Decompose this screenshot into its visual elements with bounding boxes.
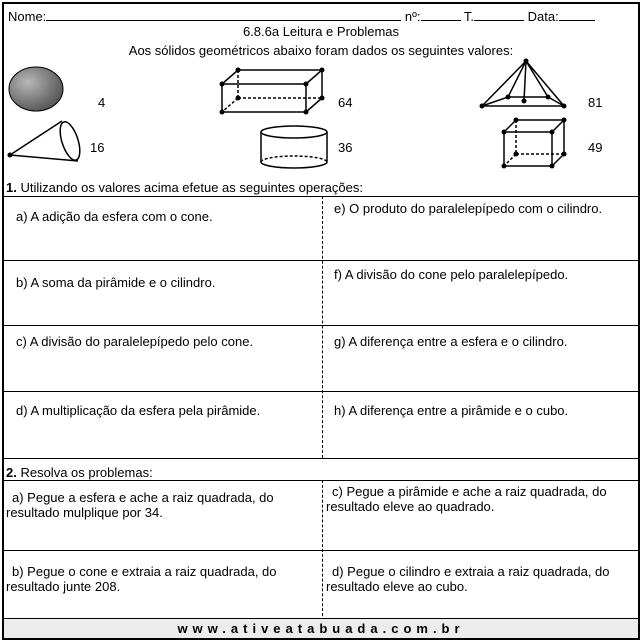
section1-heading [6,180,363,195]
column-divider [322,196,323,458]
question-1e: e) O produto do paralelepípedo com o cilindro. [334,201,603,216]
worksheet [2,2,640,640]
section1-text: Utilizando os valores acima efetue as seguintes operações: [16,180,363,195]
cylinder-figure [258,124,333,172]
section2-number: 2. [6,465,17,480]
section2-heading [6,465,153,480]
cylinder-value: 36 [338,140,353,155]
pyramid-figure [478,59,593,114]
class-label: T. [463,9,475,24]
problem-2a: a) Pegue a esfera e ache a raiz quadrada, do resultado mulplique por 34. [6,490,274,520]
problem-2d: d) Pegue o cilindro e extraia a raiz quadrada, do resultado eleve ao cubo. [326,564,610,594]
question-1b: b) A soma da pirâmide e o cilindro. [16,275,216,290]
problem-2b: b) Pegue o cone e extraia a raiz quadrada, do resultado junte 208. [6,564,277,594]
date-label: Data: [527,9,559,24]
date-field[interactable] [559,8,595,21]
cube-value: 49 [588,140,603,155]
name-label: Nome: [8,9,47,24]
divider-line [4,391,638,392]
parallelepiped-figure [218,66,328,116]
divider-line [4,550,638,551]
cone-value: 16 [90,140,105,155]
divider-line [4,196,638,197]
question-1g: g) A diferença entre a esfera e o cilindro. [334,334,568,349]
section2-text: Resolva os problemas: [16,465,153,480]
question-1c: c) A divisão do paralelepípedo pelo cone. [16,334,254,349]
question-1d: d) A multiplicação da esfera pela pirâmide. [16,403,261,418]
site-footer: www.ativeatabuada.com.br [4,618,638,638]
question-1h: h) A diferença entre a pirâmide e o cubo. [334,403,569,418]
question-1a: a) A adição da esfera com o cone. [16,209,213,224]
cone-figure [6,119,86,164]
divider-line [4,325,638,326]
divider-line [4,458,638,459]
pyramid-value: 81 [588,95,603,110]
sphere-figure [8,64,68,114]
name-field[interactable] [46,8,401,21]
divider-line [4,480,638,481]
header-row [8,8,638,23]
section1-number: 1. [6,180,17,195]
class-field[interactable] [474,8,524,21]
intro-text: Aos sólidos geométricos abaixo foram dados os seguintes valores: [128,43,514,58]
problem-2c: c) Pegue a pirâmide e ache a raiz quadrada, do resultado eleve ao quadrado. [326,484,607,514]
number-label: nº: [404,9,421,24]
column-divider [322,480,323,621]
number-field[interactable] [421,8,461,21]
sphere-value: 4 [98,95,106,110]
question-1f: f) A divisão do cone pelo paralelepípedo. [334,267,569,282]
cube-figure [500,116,575,171]
page-title: 6.8.6a Leitura e Problemas [242,24,400,39]
divider-line [4,260,638,261]
parallelepiped-value: 64 [338,95,353,110]
